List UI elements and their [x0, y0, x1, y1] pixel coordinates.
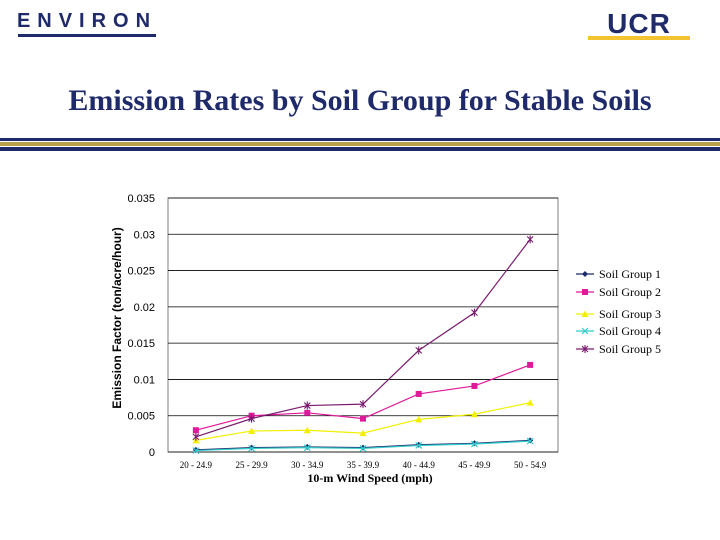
- y-tick-label: 0.02: [133, 301, 155, 314]
- y-tick-label: 0.03: [133, 229, 155, 242]
- ucr-logo: UCR: [588, 8, 690, 40]
- x-axis-label: 10-m Wind Speed (mph): [307, 471, 433, 485]
- legend-label: Soil Group 5: [599, 342, 662, 356]
- legend-item: [576, 307, 661, 321]
- data-point: [416, 391, 422, 397]
- x-tick-label: 25 - 29.9: [235, 460, 268, 470]
- slide-title: Emission Rates by Soil Group for Stable Soils: [68, 84, 652, 117]
- legend-swatch-marker: [582, 289, 588, 295]
- x-tick-label: 20 - 24.9: [179, 460, 212, 470]
- x-tick-label: 50 - 54.9: [514, 460, 547, 470]
- y-tick-label: 0.035: [127, 193, 155, 205]
- legend-label: Soil Group 1: [599, 267, 662, 281]
- legend-item: [576, 285, 661, 299]
- x-tick-label: 30 - 34.9: [291, 460, 324, 470]
- legend: [576, 267, 661, 356]
- data-point: [527, 362, 533, 368]
- legend-label: Soil Group 2: [599, 285, 662, 299]
- data-point: [304, 410, 310, 416]
- y-tick-label: 0: [148, 447, 155, 459]
- legend-swatch-marker: [582, 271, 588, 277]
- plot-area: [168, 198, 558, 452]
- plot-frame: [168, 198, 558, 452]
- environ-logo: ENVIRON: [18, 8, 156, 37]
- y-axis-label: Emission Factor (ton/acre/hour): [110, 227, 124, 409]
- legend-item: [576, 324, 661, 338]
- y-tick-label: 0.005: [127, 410, 155, 423]
- y-tick-label: 0.025: [127, 265, 155, 278]
- y-tick-label: 0.015: [127, 338, 155, 351]
- data-point: [193, 427, 199, 433]
- legend-label: Soil Group 3: [599, 307, 662, 321]
- y-tick-label: 0.01: [133, 374, 155, 387]
- x-tick-label: 45 - 49.9: [458, 460, 491, 470]
- legend-item: [576, 267, 661, 281]
- x-tick-label: 35 - 39.9: [346, 460, 380, 470]
- x-axis-ticks: [180, 460, 547, 470]
- legend-item: [576, 342, 661, 356]
- data-point: [471, 383, 477, 389]
- x-tick-label: 40 - 44.9: [402, 460, 435, 470]
- y-axis-ticks: [127, 193, 155, 459]
- data-point: [360, 416, 366, 422]
- legend-label: Soil Group 4: [599, 324, 662, 338]
